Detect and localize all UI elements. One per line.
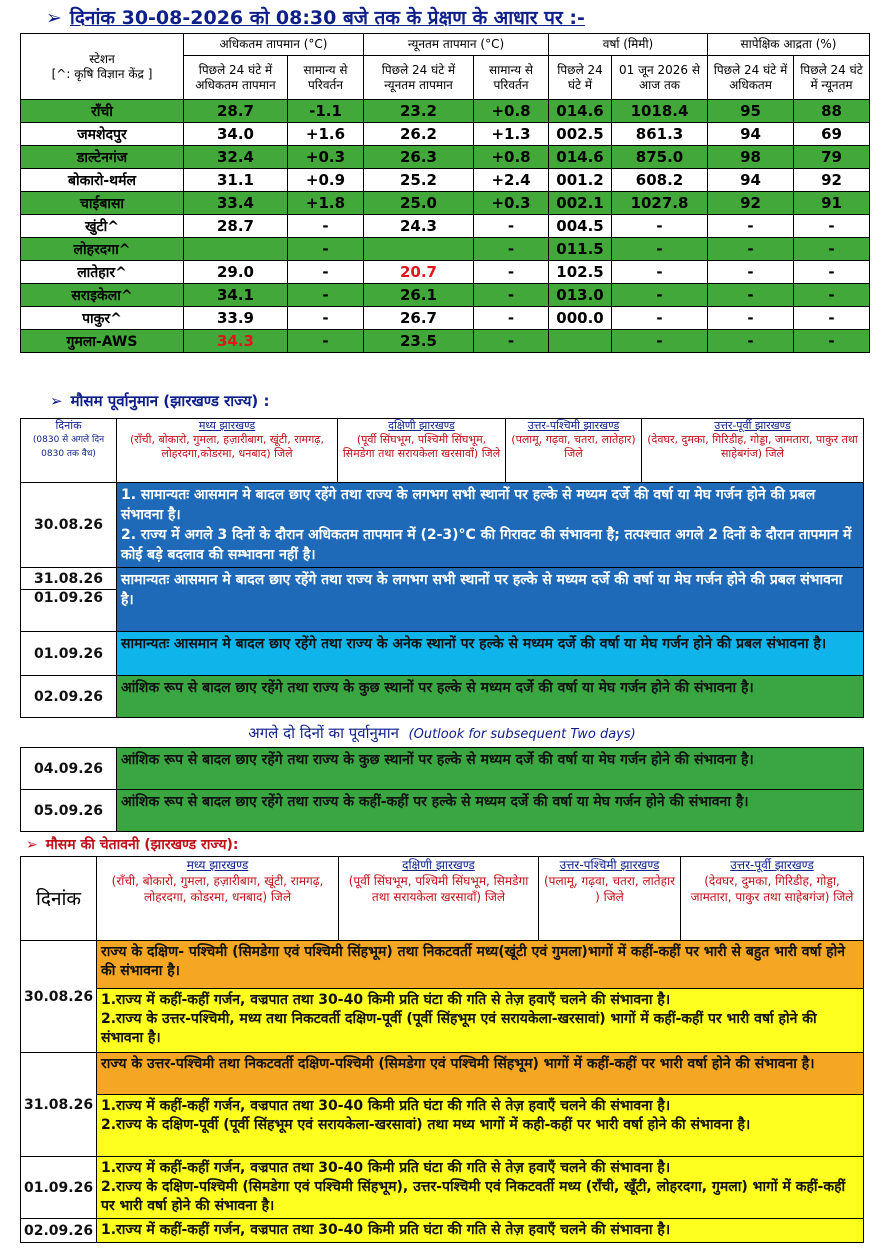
min-dep-cell: +2.4 [474,169,549,192]
max-temp-cell: 34.3 [184,330,288,353]
warning-date: 30.08.26 [21,941,97,1053]
warning-nw-header [539,857,681,941]
warning-text [97,1095,864,1157]
rain-since-header: 01 जून 2026 से आज तक [612,56,708,100]
observation-row [21,261,870,284]
forecast-date-label: दिनांक [55,419,82,432]
warning-central-header [97,857,339,941]
warning-text: राज्य के दक्षिण- पश्चिमी (सिमडेगा एवं पश्चिमी सिंहभूम) तथा निकटवर्ती मध्य(खूंटी एवं गुमला)भागों में कहीं-कहीं पर भारी से बहुत भारी वर्षा होने की संभावना है। [97,941,864,989]
max-dep-cell: +1.6 [288,123,364,146]
forecast-date: 01.09.26 [21,590,117,632]
warning-row [21,1219,864,1243]
rain-24-cell [549,330,612,353]
rh-min-cell: 88 [794,100,870,123]
station-cell: लातेहार^ [21,261,184,284]
rh-max-cell: 98 [708,146,794,169]
rain-cum-cell: - [612,284,708,307]
warning-date-header: दिनांक [21,857,97,941]
max-temp-cell: 28.7 [184,100,288,123]
max-temp-header: अधिकतम तापमान (°C) [184,34,364,56]
warning-table [20,856,864,1243]
rain-cum-cell: - [612,261,708,284]
forecast-text [117,483,864,568]
rain-cum-cell: 608.2 [612,169,708,192]
outlook-heading [21,718,864,748]
forecast-south-label: दक्षिणी झारखण्ड [388,419,455,432]
max-dep-cell: - [288,261,364,284]
rain-24-cell: 014.6 [549,146,612,169]
warning-ne-label: उत्तर-पूर्वी झारखण्ड [730,858,814,872]
observation-row [21,169,870,192]
station-cell: बोकारो-थर्मल [21,169,184,192]
min-temp-cell: 24.3 [364,215,474,238]
observation-row [21,284,870,307]
rh-min-cell: - [794,307,870,330]
warning-row [21,1157,864,1219]
min-dep-cell: +0.3 [474,192,549,215]
arrow-right-icon: ➢ [50,392,63,410]
station-cell: पाकुर^ [21,307,184,330]
rain-24-cell: 000.0 [549,307,612,330]
warning-south-header [339,857,539,941]
rain-cum-cell: 1018.4 [612,100,708,123]
min-dep-cell: - [474,215,549,238]
min-dep-header: सामान्य से परिवर्तन [474,56,549,100]
rh-min-cell: - [794,284,870,307]
outlook-row [21,718,864,748]
rh-min-cell: 79 [794,146,870,169]
max-24-header: पिछले 24 घंटे में अधिकतम तापमान [184,56,288,100]
station-cell: डाल्टेनगंज [21,146,184,169]
warning-south-label: दक्षिणी झारखण्ड [402,858,475,872]
min-dep-cell: +1.3 [474,123,549,146]
min-temp-header: न्यूनतम तापमान (°C) [364,34,549,56]
warning-text-line: 2.राज्य के दक्षिण-पूर्वी (पूर्वी सिंहभूम एवं सरायकेला-खरसावां) तथा मध्य भागों में कही-कहीं पर भारी वर्षा होने की संभावना है। [101,1117,751,1133]
forecast-text-line: 1. सामान्यतः आसमान मे बादल छाए रहेंगे तथा राज्य के लगभग सभी स्थानों पर हल्के से मध्यम दर्जे की वर्षा या मेघ गर्जन होने की प्रबल संभावना है। [121,487,816,523]
forecast-central-districts: (राँची, बोकारो, गुमला, हज़ारीबाग, खूंटी, रामगढ़, लोहरदगा,कोडरमा, धनबाद) जिले [129,433,324,460]
warning-row [21,941,864,989]
min-temp-cell: 23.2 [364,100,474,123]
forecast-text: आंशिक रूप से बादल छाए रहेंगे तथा राज्य के कुछ स्थानों पर हल्के से मध्यम दर्जे की वर्षा या मेघ गर्जन होने की संभावना है। [117,676,864,718]
warning-text [97,989,864,1053]
outlook-heading-hindi: अगले दो दिनों का पूर्वानुमान [248,723,399,742]
max-dep-cell: +1.8 [288,192,364,215]
rain-cum-cell: - [612,215,708,238]
warning-heading-text: मौसम की चेतावनी (झारखण्ड राज्य): [45,837,239,853]
warning-date: 31.08.26 [21,1053,97,1157]
forecast-row [21,632,864,676]
forecast-central-header [117,419,338,483]
forecast-text: सामान्यतः आसमान मे बादल छाए रहेंगे तथा राज्य के लगभग सभी स्थानों पर हल्के से मध्यम दर्जे की वर्षा या मेघ गर्जन होने की प्रबल संभावना है। [117,568,864,632]
warning-heading [26,835,239,854]
observation-row [21,100,870,123]
min-dep-cell: +0.8 [474,100,549,123]
min-temp-cell: 26.1 [364,284,474,307]
min-dep-cell: +0.8 [474,146,549,169]
warning-date: 02.09.26 [21,1219,97,1243]
max-dep-cell: - [288,238,364,261]
rh-min-cell: 92 [794,169,870,192]
warning-ne-districts: (देवघर, दुमका, गिरिडीह, गोड्डा, जामतारा, पाकुर तथा साहेबगंज) जिले [690,874,854,904]
warning-text: 1.राज्य में कहीं-कहीं गर्जन, वज्रपात तथा 30-40 किमी प्रति घंटा की गति से तेज़ हवाएँ चलने की संभावना है। [97,1219,864,1243]
forecast-row [21,483,864,568]
forecast-south-districts: (पूर्वी सिंघभूम, पश्चिमी सिंघभूम, सिमडेगा तथा सरायकेला खरसावाँ) जिले [342,433,501,460]
observation-row [21,146,870,169]
min-temp-cell: 25.2 [364,169,474,192]
rh-max-cell: - [708,284,794,307]
rain-24-cell: 011.5 [549,238,612,261]
station-cell: चाईबासा [21,192,184,215]
humidity-header: सापेक्षिक आद्रता (%) [708,34,870,56]
rh-min-cell: - [794,238,870,261]
rain-cum-cell: - [612,330,708,353]
forecast-date-header [21,419,117,483]
min-temp-cell: 26.2 [364,123,474,146]
station-cell: गुमला-AWS [21,330,184,353]
rh-min-cell: - [794,330,870,353]
warning-row [21,1095,864,1157]
max-temp-cell: 28.7 [184,215,288,238]
rain-24-header: पिछले 24 घंटे में [549,56,612,100]
max-temp-cell: 29.0 [184,261,288,284]
observation-row [21,330,870,353]
warning-central-label: मध्य झारखण्ड [186,858,249,872]
max-dep-cell: - [288,284,364,307]
hum-max-header: पिछले 24 घंटे में अधिकतम [708,56,794,100]
observation-heading [46,4,585,30]
rain-header: वर्षा (मिमी) [549,34,708,56]
rh-max-cell: - [708,330,794,353]
warning-text-line: 1.राज्य में कहीं-कहीं गर्जन, वज्रपात तथा 30-40 किमी प्रति घंटा की गति से तेज़ हवाएँ चलने की संभावना है। [101,1098,671,1114]
forecast-date: 30.08.26 [21,483,117,568]
rain-cum-cell: 1027.8 [612,192,708,215]
min-dep-cell: - [474,284,549,307]
rh-max-cell: 94 [708,123,794,146]
forecast-date: 04.09.26 [21,748,117,790]
max-temp-cell: 32.4 [184,146,288,169]
observation-heading-text: दिनांक 30-08-2026 को 08:30 बजे तक के प्रेक्षण के आधार पर :- [69,7,585,29]
min-dep-cell: - [474,238,549,261]
forecast-ne-header [642,419,864,483]
rain-cum-cell: - [612,307,708,330]
min-dep-cell: - [474,307,549,330]
min-24-header: पिछले 24 घंटे में न्यूनतम तापमान [364,56,474,100]
rh-min-cell: - [794,215,870,238]
rh-min-cell: - [794,261,870,284]
rain-cum-cell: 861.3 [612,123,708,146]
rain-cum-cell: - [612,238,708,261]
station-header-label: स्टेशन [89,51,115,66]
max-temp-cell: 34.0 [184,123,288,146]
rh-min-cell: 69 [794,123,870,146]
rh-max-cell: - [708,261,794,284]
forecast-text-line: 2. राज्य में अगले 3 दिनों के दौरान अधिकतम तापमान में (2-3)°C की गिरावट की संभावना है; तत्पश्चात अगले 2 दिनों के दौरान तापमान में कोई बड़े बदलाव की सम्भावना नहीं है। [121,527,852,563]
station-header-note: [^: कृषि विज्ञान केंद्र ] [51,66,153,81]
observation-row [21,192,870,215]
max-temp-cell: 34.1 [184,284,288,307]
forecast-date: 31.08.26 [21,568,117,590]
rain-cum-cell: 875.0 [612,146,708,169]
forecast-heading-text: मौसम पूर्वानुमान (झारखण्ड राज्य) : [70,392,270,410]
forecast-text: आंशिक रूप से बादल छाए रहेंगे तथा राज्य के कहीं-कहीं पर हल्के से मध्यम दर्जे की वर्षा या मेघ गर्जन होने की संभावना है। [117,790,864,832]
rh-max-cell: 95 [708,100,794,123]
rain-24-cell: 002.1 [549,192,612,215]
arrow-right-icon: ➢ [26,837,38,853]
rain-24-cell: 002.5 [549,123,612,146]
warning-nw-label: उत्तर-पश्चिमी झारखण्ड [559,858,660,872]
forecast-date: 05.09.26 [21,790,117,832]
rain-24-cell: 013.0 [549,284,612,307]
observation-rows [21,100,870,353]
rh-max-cell: 92 [708,192,794,215]
min-temp-cell: 26.3 [364,146,474,169]
max-dep-header: सामान्य से परिवर्तन [288,56,364,100]
warning-text: राज्य के उत्तर-पश्चिमी तथा निकटवर्ती दक्षिण-पश्चिमी (सिमडेगा एवं पश्चिमी सिंहभूम) भागों में कहीं-कहीं पर भारी वर्षा होने की संभावना है। [97,1053,864,1095]
max-temp-cell [184,238,288,261]
warning-text-line: 1.राज्य में कहीं-कहीं गर्जन, वज्रपात तथा 30-40 किमी प्रति घंटा की गति से तेज़ हवाएँ चलने की संभावना है। [101,1160,671,1176]
forecast-text: आंशिक रूप से बादल छाए रहेंगे तथा राज्य के कुछ स्थानों पर हल्के से मध्यम दर्जे की वर्षा या मेघ गर्जन होने की संभावना है। [117,748,864,790]
forecast-date: 01.09.26 [21,632,117,676]
warning-text-line: 2.राज्य के उत्तर-पश्चिमी, मध्य तथा निकटवर्ती दक्षिण-पूर्वी (पूर्वी सिंहभूम एवं सरायकेला-खरसावां) भागों में कहीं-कहीं पर भारी वर्षा होने की संभावना है। [101,1011,817,1046]
min-temp-cell: 26.7 [364,307,474,330]
station-cell: सराइकेला^ [21,284,184,307]
hum-min-header: पिछले 24 घंटे में न्यूनतम [794,56,870,100]
max-dep-cell: - [288,215,364,238]
max-dep-cell: - [288,307,364,330]
warning-text-line: 2.राज्य के दक्षिण-पश्चिमी (सिमडेगा एवं पश्चिमी सिंहभूम), उत्तर-पश्चिमी एवं निकटवर्ती मध्य (राँची, खूँटी, लोहरदगा, गुमला) भागों में कहीं-कहीं पर भारी वर्षा होने की संभावना है। [101,1179,846,1214]
forecast-heading [50,391,269,411]
forecast-row [21,676,864,718]
forecast-nw-header [506,419,642,483]
outlook-heading-english: (Outlook for subsequent Two days) [408,726,636,742]
station-header [21,34,184,100]
rain-24-cell: 014.6 [549,100,612,123]
forecast-date-note: (0830 से अगले दिन 0830 तक वैध) [32,435,105,459]
station-cell: लोहरदगा^ [21,238,184,261]
forecast-central-label: मध्य झारखण्ड [198,419,256,432]
forecast-ne-districts: (देवघर, दुमका, गिरिडीह, गोड्डा, जामतारा, पाकुर तथा साहेबगंज) जिले [647,433,858,460]
forecast-row [21,568,864,590]
min-dep-cell: - [474,261,549,284]
forecast-south-header [338,419,506,483]
forecast-date: 02.09.26 [21,676,117,718]
observation-row [21,215,870,238]
warning-south-districts: (पूर्वी सिंघभूम, पश्चिमी सिंघभूम, सिमडेगा तथा सरायकेला खरसावाँ) जिले [348,874,529,904]
rh-max-cell: - [708,307,794,330]
rh-max-cell: - [708,215,794,238]
warning-row [21,989,864,1053]
observation-table [20,33,870,353]
max-temp-cell: 33.4 [184,192,288,215]
warning-central-districts: (राँची, बोकारो, गुमला, हज़ारीबाग, खूंटी, रामगढ़, लोहरदगा, कोडरमा, धनबाद) जिले [111,874,324,904]
observation-row [21,238,870,261]
min-dep-cell: - [474,330,549,353]
rh-max-cell: - [708,238,794,261]
rh-max-cell: 94 [708,169,794,192]
station-cell: खुंटी^ [21,215,184,238]
forecast-row [21,748,864,790]
max-temp-cell: 31.1 [184,169,288,192]
warning-text [97,1157,864,1219]
min-temp-cell: 23.5 [364,330,474,353]
station-cell: जमशेदपुर [21,123,184,146]
warning-text-line: 1.राज्य में कहीं-कहीं गर्जन, वज्रपात तथा 30-40 किमी प्रति घंटा की गति से तेज़ हवाएँ चलने की संभावना है। [101,992,671,1008]
max-dep-cell: +0.3 [288,146,364,169]
max-dep-cell: +0.9 [288,169,364,192]
rain-24-cell: 004.5 [549,215,612,238]
max-temp-cell: 33.9 [184,307,288,330]
max-dep-cell: -1.1 [288,100,364,123]
warning-ne-header [681,857,864,941]
min-temp-cell [364,238,474,261]
max-dep-cell: - [288,330,364,353]
forecast-text: सामान्यतः आसमान मे बादल छाए रहेंगे तथा राज्य के अनेक स्थानों पर हल्के से मध्यम दर्जे की वर्षा या मेघ गर्जन होने की प्रबल संभावना है। [117,632,864,676]
observation-row [21,307,870,330]
warning-row [21,1053,864,1095]
observation-row [21,123,870,146]
forecast-ne-label: उत्तर-पूर्वी झारखण्ड [714,419,791,432]
warning-nw-districts: (पलामू, गढ़वा, चतरा, लातेहार ) जिले [543,874,676,904]
min-temp-cell: 20.7 [364,261,474,284]
warning-date: 01.09.26 [21,1157,97,1219]
arrow-right-icon: ➢ [46,7,62,29]
rh-min-cell: 91 [794,192,870,215]
forecast-nw-label: उत्तर-पश्चिमी झारखण्ड [527,419,620,432]
rain-24-cell: 102.5 [549,261,612,284]
station-cell: राँची [21,100,184,123]
forecast-row [21,790,864,832]
forecast-nw-districts: (पलामू, गढ़वा, चतरा, लातेहार) जिले [511,433,636,460]
rain-24-cell: 001.2 [549,169,612,192]
min-temp-cell: 25.0 [364,192,474,215]
forecast-table [20,418,864,832]
